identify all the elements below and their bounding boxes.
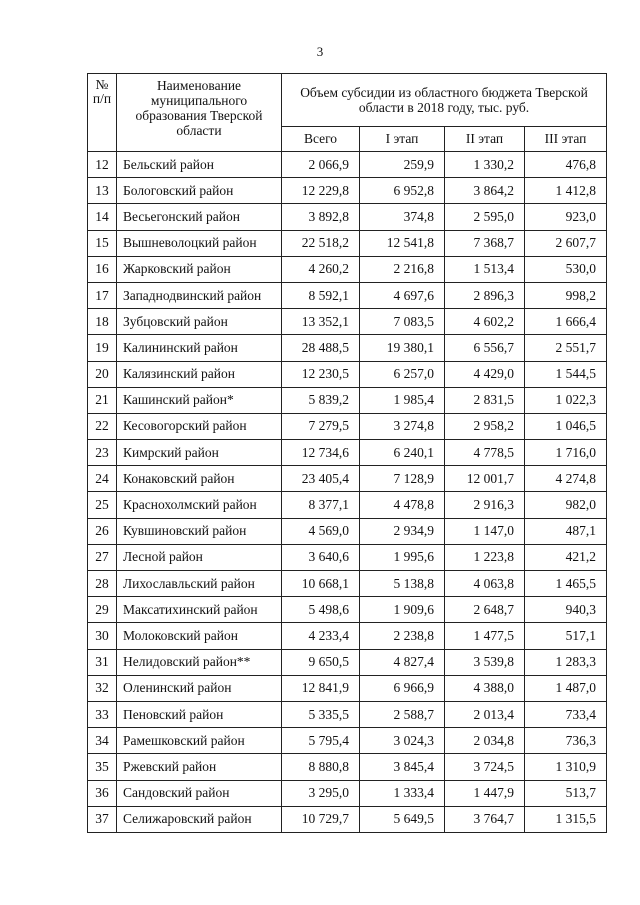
table-row xyxy=(88,675,607,701)
stage-2-value: 1 223,8 xyxy=(445,544,525,570)
total-value: 23 405,4 xyxy=(282,466,360,492)
row-number: 20 xyxy=(88,361,117,387)
stage-2-value: 3 864,2 xyxy=(445,178,525,204)
table-row xyxy=(88,440,607,466)
row-number: 30 xyxy=(88,623,117,649)
row-number: 24 xyxy=(88,466,117,492)
stage-3-value: 1 666,4 xyxy=(525,309,607,335)
stage-1-value: 2 588,7 xyxy=(360,701,445,727)
stage-3-value: 1 465,5 xyxy=(525,571,607,597)
total-value: 7 279,5 xyxy=(282,413,360,439)
stage-2-value: 1 477,5 xyxy=(445,623,525,649)
total-value: 4 233,4 xyxy=(282,623,360,649)
total-value: 8 880,8 xyxy=(282,754,360,780)
table-header xyxy=(88,74,607,152)
municipality-name: Зубцовский район xyxy=(117,309,282,335)
total-value: 5 839,2 xyxy=(282,387,360,413)
stage-2-value: 4 063,8 xyxy=(445,571,525,597)
row-number: 14 xyxy=(88,204,117,230)
row-number: 13 xyxy=(88,178,117,204)
row-number: 26 xyxy=(88,518,117,544)
municipality-name: Кимрский район xyxy=(117,440,282,466)
stage-1-value: 1 985,4 xyxy=(360,387,445,413)
total-value: 4 260,2 xyxy=(282,256,360,282)
table-row xyxy=(88,178,607,204)
total-value: 8 377,1 xyxy=(282,492,360,518)
stage-3-value: 2 607,7 xyxy=(525,230,607,256)
stage-1-value: 1 333,4 xyxy=(360,780,445,806)
stage-1-value: 6 257,0 xyxy=(360,361,445,387)
stage-2-value: 4 778,5 xyxy=(445,440,525,466)
stage-2-value: 2 648,7 xyxy=(445,597,525,623)
row-number: 12 xyxy=(88,152,117,178)
municipality-name: Лесной район xyxy=(117,544,282,570)
stage-2-value: 3 539,8 xyxy=(445,649,525,675)
header-municipality: Наименование муниципального образования Тверской области xyxy=(117,74,282,152)
stage-1-value: 7 128,9 xyxy=(360,466,445,492)
stage-1-value: 374,8 xyxy=(360,204,445,230)
municipality-name: Западнодвинский район xyxy=(117,282,282,308)
row-number: 28 xyxy=(88,571,117,597)
total-value: 10 729,7 xyxy=(282,806,360,832)
row-number: 25 xyxy=(88,492,117,518)
stage-2-value: 2 595,0 xyxy=(445,204,525,230)
total-value: 12 734,6 xyxy=(282,440,360,466)
municipality-name: Ржевский район xyxy=(117,754,282,780)
stage-2-value: 12 001,7 xyxy=(445,466,525,492)
municipality-name: Бельский район xyxy=(117,152,282,178)
stage-3-value: 1 412,8 xyxy=(525,178,607,204)
stage-3-value: 1 544,5 xyxy=(525,361,607,387)
total-value: 4 569,0 xyxy=(282,518,360,544)
stage-1-value: 19 380,1 xyxy=(360,335,445,361)
stage-3-value: 513,7 xyxy=(525,780,607,806)
stage-2-value: 3 764,7 xyxy=(445,806,525,832)
stage-1-value: 259,9 xyxy=(360,152,445,178)
municipality-name: Жарковский район xyxy=(117,256,282,282)
row-number: 33 xyxy=(88,701,117,727)
stage-1-value: 3 274,8 xyxy=(360,413,445,439)
table-row xyxy=(88,492,607,518)
municipality-name: Рамешковский район xyxy=(117,728,282,754)
stage-3-value: 1 716,0 xyxy=(525,440,607,466)
total-value: 8 592,1 xyxy=(282,282,360,308)
total-value: 13 352,1 xyxy=(282,309,360,335)
municipality-name: Весьегонский район xyxy=(117,204,282,230)
total-value: 5 795,4 xyxy=(282,728,360,754)
subsidy-table xyxy=(87,73,607,833)
header-stage-2: II этап xyxy=(445,127,525,152)
table-row xyxy=(88,335,607,361)
row-number: 15 xyxy=(88,230,117,256)
page-number: 3 xyxy=(316,44,324,59)
stage-2-value: 2 831,5 xyxy=(445,387,525,413)
municipality-name: Оленинский район xyxy=(117,675,282,701)
table-row xyxy=(88,361,607,387)
table-row xyxy=(88,597,607,623)
stage-2-value: 1 447,9 xyxy=(445,780,525,806)
table-row xyxy=(88,571,607,597)
header-stage-1: I этап xyxy=(360,127,445,152)
row-number: 34 xyxy=(88,728,117,754)
stage-1-value: 7 083,5 xyxy=(360,309,445,335)
total-value: 2 066,9 xyxy=(282,152,360,178)
stage-3-value: 421,2 xyxy=(525,544,607,570)
header-number: № п/п xyxy=(88,74,117,152)
stage-3-value: 517,1 xyxy=(525,623,607,649)
total-value: 12 841,9 xyxy=(282,675,360,701)
municipality-name: Лихославльский район xyxy=(117,571,282,597)
table-row xyxy=(88,623,607,649)
table-row xyxy=(88,701,607,727)
total-value: 12 229,8 xyxy=(282,178,360,204)
stage-3-value: 1 487,0 xyxy=(525,675,607,701)
stage-2-value: 4 429,0 xyxy=(445,361,525,387)
municipality-name: Молоковский район xyxy=(117,623,282,649)
stage-3-value: 1 283,3 xyxy=(525,649,607,675)
stage-3-value: 4 274,8 xyxy=(525,466,607,492)
table-row xyxy=(88,413,607,439)
total-value: 5 498,6 xyxy=(282,597,360,623)
header-stage-3: III этап xyxy=(525,127,607,152)
stage-1-value: 3 024,3 xyxy=(360,728,445,754)
total-value: 28 488,5 xyxy=(282,335,360,361)
municipality-name: Селижаровский район xyxy=(117,806,282,832)
stage-3-value: 1 310,9 xyxy=(525,754,607,780)
table-row xyxy=(88,387,607,413)
stage-3-value: 733,4 xyxy=(525,701,607,727)
stage-1-value: 5 138,8 xyxy=(360,571,445,597)
municipality-name: Кувшиновский район xyxy=(117,518,282,544)
municipality-name: Нелидовский район** xyxy=(117,649,282,675)
stage-3-value: 940,3 xyxy=(525,597,607,623)
municipality-name: Кесовогорский район xyxy=(117,413,282,439)
stage-1-value: 1 995,6 xyxy=(360,544,445,570)
table-row xyxy=(88,466,607,492)
total-value: 22 518,2 xyxy=(282,230,360,256)
table-row xyxy=(88,754,607,780)
municipality-name: Калининский район xyxy=(117,335,282,361)
stage-1-value: 3 845,4 xyxy=(360,754,445,780)
table-row xyxy=(88,309,607,335)
stage-1-value: 2 238,8 xyxy=(360,623,445,649)
stage-3-value: 476,8 xyxy=(525,152,607,178)
row-number: 23 xyxy=(88,440,117,466)
stage-1-value: 1 909,6 xyxy=(360,597,445,623)
stage-2-value: 2 034,8 xyxy=(445,728,525,754)
municipality-name: Бологовский район xyxy=(117,178,282,204)
row-number: 32 xyxy=(88,675,117,701)
municipality-name: Максатихинский район xyxy=(117,597,282,623)
stage-3-value: 1 315,5 xyxy=(525,806,607,832)
municipality-name: Краснохолмский район xyxy=(117,492,282,518)
row-number: 29 xyxy=(88,597,117,623)
table-row xyxy=(88,230,607,256)
table-row xyxy=(88,780,607,806)
table-row xyxy=(88,152,607,178)
stage-2-value: 2 896,3 xyxy=(445,282,525,308)
stage-2-value: 4 602,2 xyxy=(445,309,525,335)
stage-3-value: 1 022,3 xyxy=(525,387,607,413)
stage-3-value: 1 046,5 xyxy=(525,413,607,439)
total-value: 9 650,5 xyxy=(282,649,360,675)
total-value: 10 668,1 xyxy=(282,571,360,597)
stage-1-value: 6 966,9 xyxy=(360,675,445,701)
stage-3-value: 2 551,7 xyxy=(525,335,607,361)
stage-1-value: 4 827,4 xyxy=(360,649,445,675)
stage-3-value: 530,0 xyxy=(525,256,607,282)
row-number: 18 xyxy=(88,309,117,335)
stage-1-value: 12 541,8 xyxy=(360,230,445,256)
total-value: 5 335,5 xyxy=(282,701,360,727)
stage-1-value: 2 216,8 xyxy=(360,256,445,282)
table-row xyxy=(88,518,607,544)
municipality-name: Сандовский район xyxy=(117,780,282,806)
table-row xyxy=(88,544,607,570)
row-number: 36 xyxy=(88,780,117,806)
table-row xyxy=(88,204,607,230)
stage-2-value: 1 330,2 xyxy=(445,152,525,178)
header-total: Всего xyxy=(282,127,360,152)
municipality-name: Вышневолоцкий район xyxy=(117,230,282,256)
row-number: 35 xyxy=(88,754,117,780)
row-number: 21 xyxy=(88,387,117,413)
header-subsidy-volume: Объем субсидии из областного бюджета Тверской области в 2018 году, тыс. руб. xyxy=(282,74,607,127)
row-number: 16 xyxy=(88,256,117,282)
row-number: 31 xyxy=(88,649,117,675)
stage-3-value: 923,0 xyxy=(525,204,607,230)
table-row xyxy=(88,282,607,308)
stage-1-value: 5 649,5 xyxy=(360,806,445,832)
stage-2-value: 6 556,7 xyxy=(445,335,525,361)
table-row xyxy=(88,728,607,754)
stage-2-value: 2 013,4 xyxy=(445,701,525,727)
stage-1-value: 4 478,8 xyxy=(360,492,445,518)
table-body xyxy=(88,152,607,833)
stage-1-value: 6 240,1 xyxy=(360,440,445,466)
table-row xyxy=(88,256,607,282)
table-row xyxy=(88,806,607,832)
stage-3-value: 982,0 xyxy=(525,492,607,518)
total-value: 3 295,0 xyxy=(282,780,360,806)
stage-2-value: 4 388,0 xyxy=(445,675,525,701)
total-value: 3 640,6 xyxy=(282,544,360,570)
stage-2-value: 3 724,5 xyxy=(445,754,525,780)
municipality-name: Калязинский район xyxy=(117,361,282,387)
stage-1-value: 4 697,6 xyxy=(360,282,445,308)
row-number: 27 xyxy=(88,544,117,570)
stage-2-value: 1 513,4 xyxy=(445,256,525,282)
stage-2-value: 2 916,3 xyxy=(445,492,525,518)
table-row xyxy=(88,649,607,675)
stage-2-value: 1 147,0 xyxy=(445,518,525,544)
row-number: 37 xyxy=(88,806,117,832)
stage-3-value: 487,1 xyxy=(525,518,607,544)
stage-3-value: 998,2 xyxy=(525,282,607,308)
row-number: 17 xyxy=(88,282,117,308)
stage-3-value: 736,3 xyxy=(525,728,607,754)
municipality-name: Конаковский район xyxy=(117,466,282,492)
row-number: 19 xyxy=(88,335,117,361)
total-value: 3 892,8 xyxy=(282,204,360,230)
row-number: 22 xyxy=(88,413,117,439)
stage-1-value: 2 934,9 xyxy=(360,518,445,544)
stage-2-value: 2 958,2 xyxy=(445,413,525,439)
stage-2-value: 7 368,7 xyxy=(445,230,525,256)
total-value: 12 230,5 xyxy=(282,361,360,387)
stage-1-value: 6 952,8 xyxy=(360,178,445,204)
municipality-name: Пеновский район xyxy=(117,701,282,727)
municipality-name: Кашинский район* xyxy=(117,387,282,413)
